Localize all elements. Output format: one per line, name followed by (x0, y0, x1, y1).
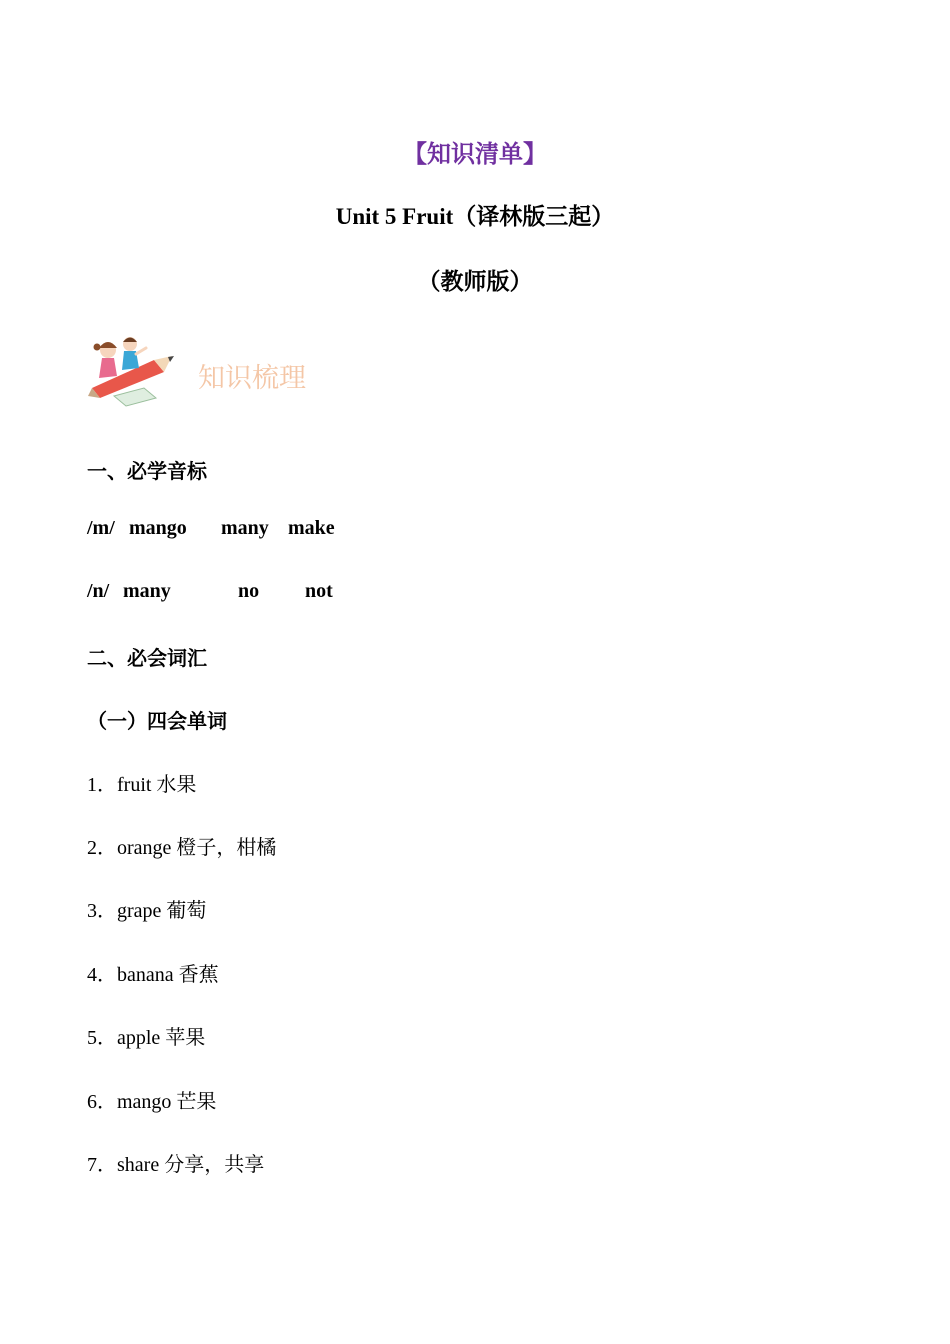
phonetic-word: mango (129, 517, 187, 539)
phonetic-row-m (87, 517, 335, 540)
phonetic-word: make (288, 517, 335, 539)
vocab-item: 6．mango 芒果 (87, 1091, 217, 1113)
vocab-item: 5．apple 苹果 (87, 1027, 206, 1049)
vocab-item: 4．banana 香蕉 (87, 964, 219, 986)
phonetic-symbol: /n/ (87, 580, 110, 602)
section-heading-vocabulary: 二、必会词汇 (87, 648, 207, 670)
phonetic-word: many (221, 517, 269, 539)
edition-label: （教师版） (417, 269, 533, 294)
phonetic-symbol: /m/ (87, 517, 115, 539)
vocab-item: 2．orange 橙子，柑橘 (87, 837, 277, 859)
page-title: Unit 5 Fruit（译林版三起） (335, 204, 615, 229)
phonetic-row-n (87, 580, 333, 603)
vocab-item: 1．fruit 水果 (87, 774, 197, 796)
knowledge-list-label: 【知识清单】 (403, 142, 547, 168)
section-heading-phonetics: 一、必学音标 (87, 461, 207, 483)
phonetic-word: no (238, 580, 260, 602)
vocab-item: 3．grape 葡萄 (87, 900, 207, 922)
phonetic-word: not (305, 580, 333, 602)
phonetic-word: many (123, 580, 171, 602)
vocab-item: 7．share 分享，共享 (87, 1154, 265, 1176)
section-banner-title: 知识梳理 (198, 363, 306, 393)
sub-heading-four-skill-words: （一）四会单词 (87, 711, 227, 733)
